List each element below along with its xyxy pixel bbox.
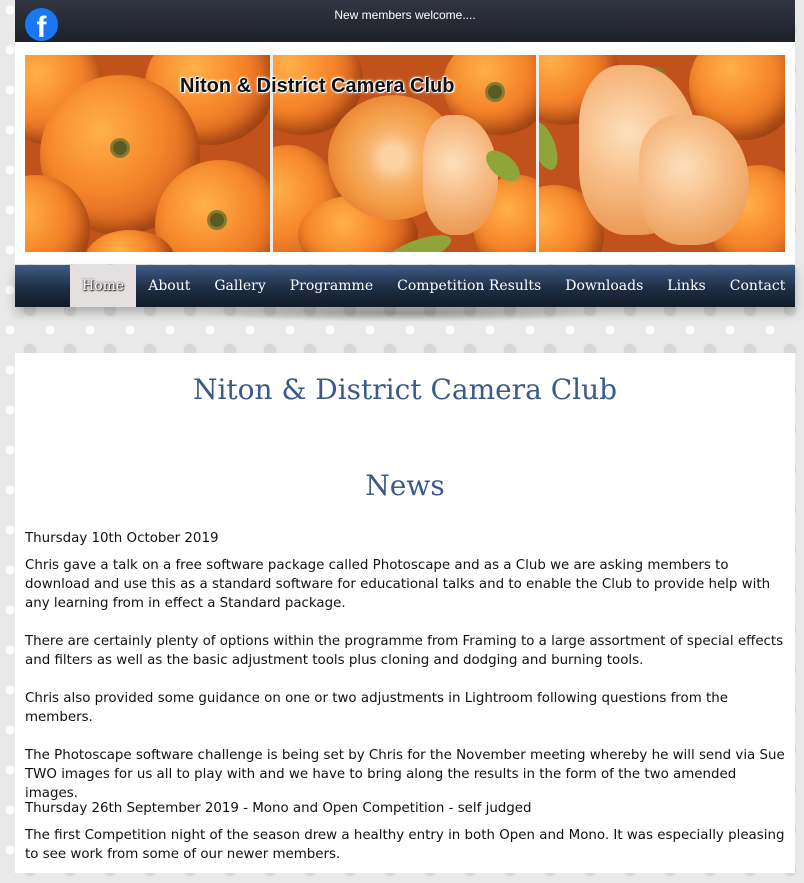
nav-item-contact[interactable]: Contact	[729, 278, 786, 294]
news-article	[25, 799, 787, 883]
page-title: Niton & District Camera Club	[192, 373, 618, 406]
facebook-icon[interactable]: f	[25, 8, 58, 41]
news-heading: News	[365, 469, 445, 502]
main-content	[15, 353, 795, 873]
nav-item-home[interactable]: Home	[70, 265, 136, 307]
header-banner	[15, 42, 795, 264]
article-paragraph: Chris gave a talk on a free software package called Photoscape and as a Club we are asking members to download and use this as a standard software for educational talks and to enable the Club to provide help with any learning from in effect a Standard package.	[25, 558, 771, 611]
welcome-message: New members welcome....	[334, 8, 476, 22]
top-bar	[15, 0, 795, 42]
nav-item-downloads[interactable]: Downloads	[565, 278, 644, 294]
nav-item-programme[interactable]: Programme	[289, 278, 374, 294]
nav-item-competition-results[interactable]: Competition Results	[397, 278, 542, 294]
banner-title: Niton & District Camera Club	[180, 75, 455, 97]
banner-panel-orange-peel	[539, 55, 785, 252]
article-paragraph: There are certainly plenty of options within the programme from Framing to a large assortment of special effects and filters as well as the basic adjustment tools plus cloning and dodging and burning tools.	[25, 634, 784, 668]
article-date: Thursday 10th October 2019	[25, 531, 219, 546]
article-paragraph: The first Competition night of the season drew a healthy entry in both Open and Mono. It was especially pleasing to see work from some of our newer members.	[25, 828, 785, 862]
article-paragraph: Chris also provided some guidance on one or two adjustments in Lightroom following questions from the members.	[25, 691, 728, 725]
article-date: Thursday 26th September 2019 - Mono and Open Competition - self judged	[25, 801, 532, 816]
article-paragraph: The Photoscape software challenge is being set by Chris for the November meeting whereby he will send via Sue TWO images for us all to play with and we have to bring along the results in the form of the two amended images.	[25, 748, 785, 801]
nav-item-links[interactable]: Links	[667, 278, 706, 294]
nav-item-gallery[interactable]: Gallery	[214, 278, 266, 294]
banner-image	[25, 55, 785, 252]
main-nav	[15, 265, 795, 307]
news-article	[25, 529, 787, 822]
nav-item-about[interactable]: About	[148, 278, 191, 294]
